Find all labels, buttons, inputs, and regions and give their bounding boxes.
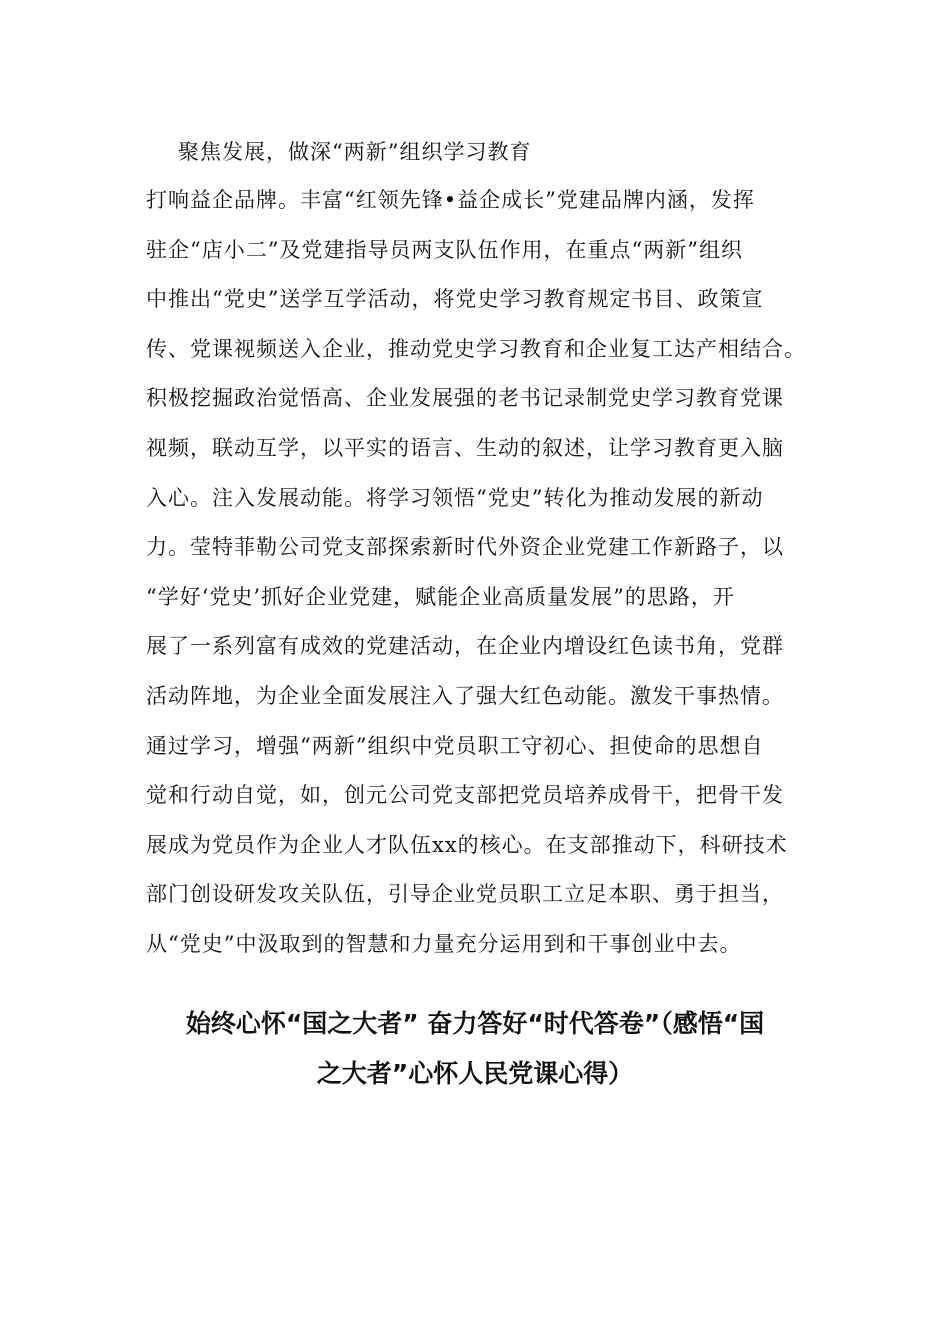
paragraph-line: 打响益企品牌。丰富“红领先锋•益企成长”党建品牌内涵，发挥 (146, 188, 755, 212)
title-line: 之大者”心怀人民党课心得） (316, 1059, 634, 1088)
paragraph-line: 展成为党员作为企业人才队伍xx的核心。在支部推动下，科研技术 (146, 832, 788, 857)
paragraph-line: 传、党课视频送入企业，推动党史学习教育和企业复工达产相结合。 (146, 336, 806, 361)
paragraph-line: 视频，联动互学，以平实的语言、生动的叙述，让学习教育更入脑 (146, 435, 784, 460)
paragraph-line: 力。莹特菲勒公司党支部探索新时代外资企业党建工作新路子，以 (146, 535, 784, 560)
paragraph-line: 入心。注入发展动能。将学习领悟“党史”转化为推动发展的新动 (146, 485, 764, 510)
paragraph-line: 积极挖掘政治觉悟高、企业发展强的老书记录制党史学习教育党课 (146, 386, 784, 411)
paragraph-line: 展了一系列富有成效的党建活动，在企业内增设红色读书角，党群 (146, 634, 784, 659)
paragraph-line: 驻企“店小二”及党建指导员两支队伍作用，在重点“两新”组织 (146, 237, 743, 262)
paragraph-line: 活动阵地，为企业全面发展注入了强大红色动能。激发干事热情。 (146, 683, 784, 708)
article-title (120, 1004, 830, 1104)
paragraph-line: 中推出“党史”送学互学活动，将党史学习教育规定书目、政策宣 (146, 287, 764, 312)
section-heading: 聚焦发展，做深“两新”组织学习教育 (178, 140, 532, 164)
body-paragraph (146, 182, 806, 976)
paragraph-line: 觉和行动自觉，如，创元公司党支部把党员培养成骨干，把骨干发 (146, 783, 784, 808)
title-line: 始终心怀“国之大者” 奋力答好“时代答卷”（感悟“国 (185, 1009, 765, 1038)
paragraph-line: 从“党史”中汲取到的智慧和力量充分运用到和干事创业中去。 (146, 931, 742, 956)
paragraph-line: 部门创设研发攻关队伍，引导企业党员职工立足本职、勇于担当， (146, 882, 784, 907)
paragraph-line: 通过学习，增强“两新”组织中党员职工守初心、担使命的思想自 (146, 733, 764, 758)
paragraph-line: “学好‘党史’抓好企业党建，赋能企业高质量发展”的思路，开 (146, 584, 735, 609)
